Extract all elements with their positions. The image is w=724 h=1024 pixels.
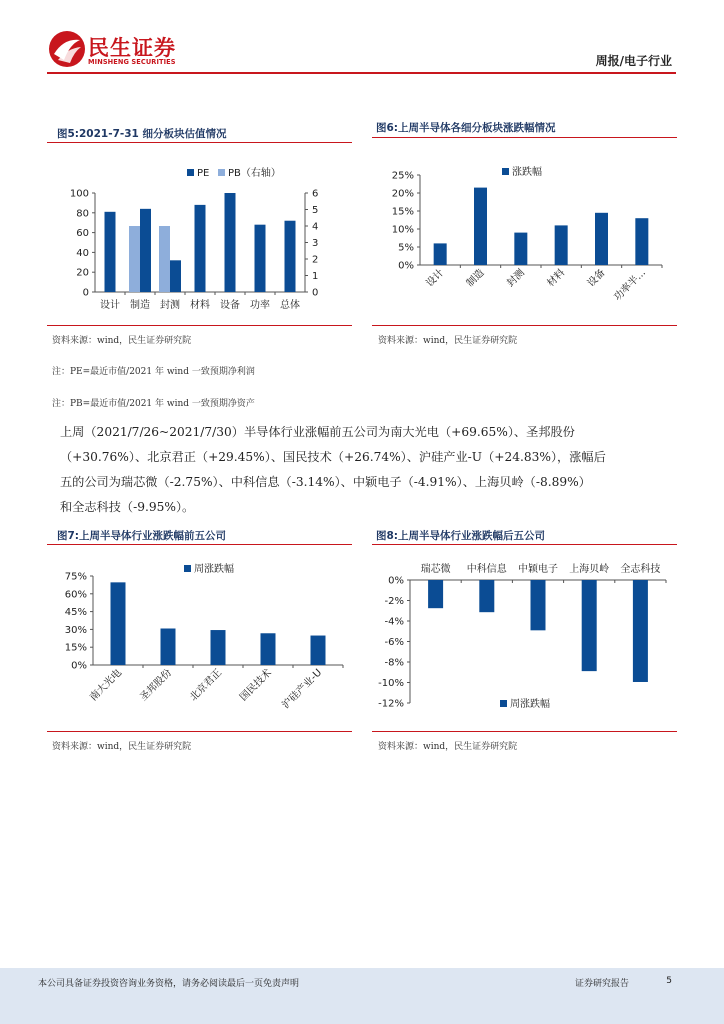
legend-swatch-pe: [187, 169, 194, 176]
bar-pe: [285, 221, 296, 292]
x-tick-label: 材料: [545, 267, 568, 290]
fig5-source: 资料来源：wind，民生证券研究院: [52, 336, 192, 346]
bar-pe: [170, 260, 181, 292]
paragraph-line-3: 五的公司为瑞芯微（-2.75%）、中科信息（-3.14%）、中颖电子（-4.91%）、上海贝岭（-8.89%）: [60, 475, 591, 489]
x-tick-label: 设计: [424, 267, 447, 290]
bar-pe: [140, 209, 151, 292]
bar-pb: [129, 226, 140, 292]
y-tick-label-right: 6: [312, 188, 319, 200]
y-tick-label: 45%: [64, 607, 87, 619]
footer-disclaimer: 本公司具备证券投资咨询业务资格，请务必阅读最后一页免责声明: [38, 979, 300, 989]
bar: [555, 225, 568, 265]
note-pe: 注：PE=最近市值/2021 年 wind 一致预期净利润: [52, 367, 255, 377]
bar: [633, 580, 648, 682]
bar: [211, 630, 226, 665]
legend-swatch-pb: [218, 169, 225, 176]
x-tick-label: 瑞芯微: [420, 564, 451, 575]
y-tick-label-left: 20: [76, 267, 89, 279]
y-tick-label-left: 40: [76, 247, 89, 259]
bar: [434, 243, 447, 265]
brand-name-cn: 民生证券: [88, 36, 176, 60]
fig5-chart: [47, 143, 352, 323]
fig6-chart: [372, 138, 677, 324]
y-tick-label: 5%: [398, 242, 414, 254]
x-tick-label: 封测: [505, 267, 527, 290]
x-tick-label: 南大光电: [88, 667, 125, 704]
fig8-title: 图8:上周半导体行业涨跌幅后五公司: [376, 530, 546, 542]
y-tick-label: 0%: [388, 575, 404, 587]
x-tick-label: 沪硅产业-U: [280, 667, 325, 712]
header-divider: [47, 72, 676, 74]
brand-name-en: MINSHENG SECURITIES: [88, 58, 176, 66]
report-category: 周报/电子行业: [595, 54, 672, 68]
bar: [635, 218, 648, 265]
x-tick-label: 全志科技: [620, 564, 661, 575]
y-tick-label-right: 4: [312, 221, 319, 233]
bar: [428, 580, 443, 608]
brand-logo-icon: [48, 30, 86, 68]
y-tick-label-left: 60: [76, 228, 89, 240]
x-tick-label: 设备: [585, 267, 608, 290]
x-tick-label: 功率: [250, 300, 270, 311]
fig7-source: 资料来源：wind，民生证券研究院: [52, 742, 192, 752]
x-tick-label: 中科信息: [466, 564, 507, 575]
fig5-bottom-rule: [47, 325, 352, 326]
y-tick-label: 10%: [391, 224, 414, 236]
note-pb: 注：PB=最近市值/2021 年 wind 一致预期净资产: [52, 399, 255, 409]
x-tick-label: 制造: [464, 267, 487, 290]
brand-logo: [48, 30, 198, 70]
fig8-bottom-rule: [372, 731, 677, 732]
legend-label: 周涨跌幅: [194, 564, 234, 575]
bar-pb: [159, 226, 170, 292]
x-tick-label: 设备: [220, 300, 240, 311]
y-tick-label: 15%: [64, 642, 87, 654]
legend-swatch: [502, 168, 509, 175]
legend-swatch: [184, 565, 191, 572]
bar: [111, 582, 126, 665]
y-tick-label-left: 80: [76, 208, 89, 220]
page-number: 5: [666, 976, 672, 986]
y-tick-label: -10%: [378, 678, 404, 689]
fig7-title: 图7:上周半导体行业涨跌幅前五公司: [57, 530, 227, 542]
bar-pe: [105, 212, 116, 292]
bar: [161, 628, 176, 665]
y-tick-label: 30%: [64, 624, 87, 636]
y-tick-label-right: 5: [312, 205, 319, 216]
bar-pe: [195, 205, 206, 292]
paragraph-line-2: （+30.76%）、北京君正（+29.45%）、国民技术（+26.74%）、沪硅产业-U（+24.83%），涨幅后: [60, 450, 606, 464]
bar: [514, 233, 527, 265]
x-tick-label: 材料: [190, 300, 210, 311]
fig7-bottom-rule: [47, 731, 352, 732]
paragraph-line-1: 上周（2021/7/26~2021/7/30）半导体行业涨幅前五公司为南大光电（+69.65%）、圣邦股份: [60, 425, 575, 439]
y-tick-label: 0%: [71, 660, 87, 672]
x-tick-label: 中颖电子: [518, 564, 558, 575]
x-tick-label: 北京君正: [188, 667, 225, 704]
legend-label: 涨跌幅: [512, 167, 542, 178]
x-tick-label: 设计: [100, 300, 120, 311]
fig8-source: 资料来源：wind，民生证券研究院: [378, 742, 518, 752]
y-tick-label: 25%: [391, 170, 414, 182]
bar: [595, 213, 608, 265]
y-tick-label: -8%: [384, 657, 404, 669]
y-tick-label: 75%: [64, 571, 87, 583]
fig8-chart: [372, 545, 677, 728]
footer-report-type: 证券研究报告: [574, 979, 629, 989]
x-tick-label: 总体: [280, 300, 300, 311]
legend-swatch: [500, 700, 507, 707]
x-tick-label: 功率半...: [612, 267, 648, 304]
y-tick-label-right: 3: [312, 238, 319, 249]
y-tick-label: 0%: [398, 260, 414, 272]
bar-pe: [255, 225, 266, 292]
legend-label-pb: PB（右轴）: [228, 168, 281, 179]
bar: [474, 188, 487, 265]
body-paragraph: [60, 420, 660, 520]
fig6-source: 资料来源：wind，民生证券研究院: [378, 336, 518, 346]
legend-label: 周涨跌幅: [510, 699, 550, 710]
bar-pe: [225, 193, 236, 292]
bar: [261, 633, 276, 665]
bar: [479, 580, 494, 612]
y-tick-label: 20%: [391, 188, 414, 200]
fig6-bottom-rule: [372, 325, 677, 326]
y-tick-label: 15%: [391, 206, 414, 218]
y-tick-label-left: 0: [82, 287, 89, 299]
x-tick-label: 圣邦股份: [138, 667, 175, 704]
x-tick-label: 国民技术: [238, 667, 275, 704]
x-tick-label: 上海贝岭: [569, 564, 610, 575]
legend-label-pe: PE: [197, 168, 210, 179]
y-tick-label-right: 0: [312, 287, 319, 299]
fig6-title: 图6:上周半导体各细分板块涨跌幅情况: [376, 122, 556, 134]
bar: [531, 580, 546, 630]
y-tick-label-right: 2: [312, 254, 319, 266]
paragraph-line-4: 和全志科技（-9.95%）。: [60, 500, 195, 514]
y-tick-label: -2%: [384, 596, 404, 607]
y-tick-label: -4%: [384, 616, 404, 628]
fig5-title: 图5:2021-7-31 细分板块估值情况: [57, 128, 227, 140]
y-tick-label: 60%: [64, 589, 87, 601]
y-tick-label-right: 1: [312, 271, 319, 282]
x-tick-label: 封测: [160, 300, 180, 311]
x-tick-label: 制造: [130, 300, 150, 311]
fig7-chart: [47, 545, 352, 728]
y-tick-label: -6%: [384, 637, 404, 648]
y-tick-label-left: 100: [69, 188, 89, 200]
bar: [582, 580, 597, 671]
y-tick-label: -12%: [378, 698, 404, 710]
bar: [311, 636, 326, 665]
